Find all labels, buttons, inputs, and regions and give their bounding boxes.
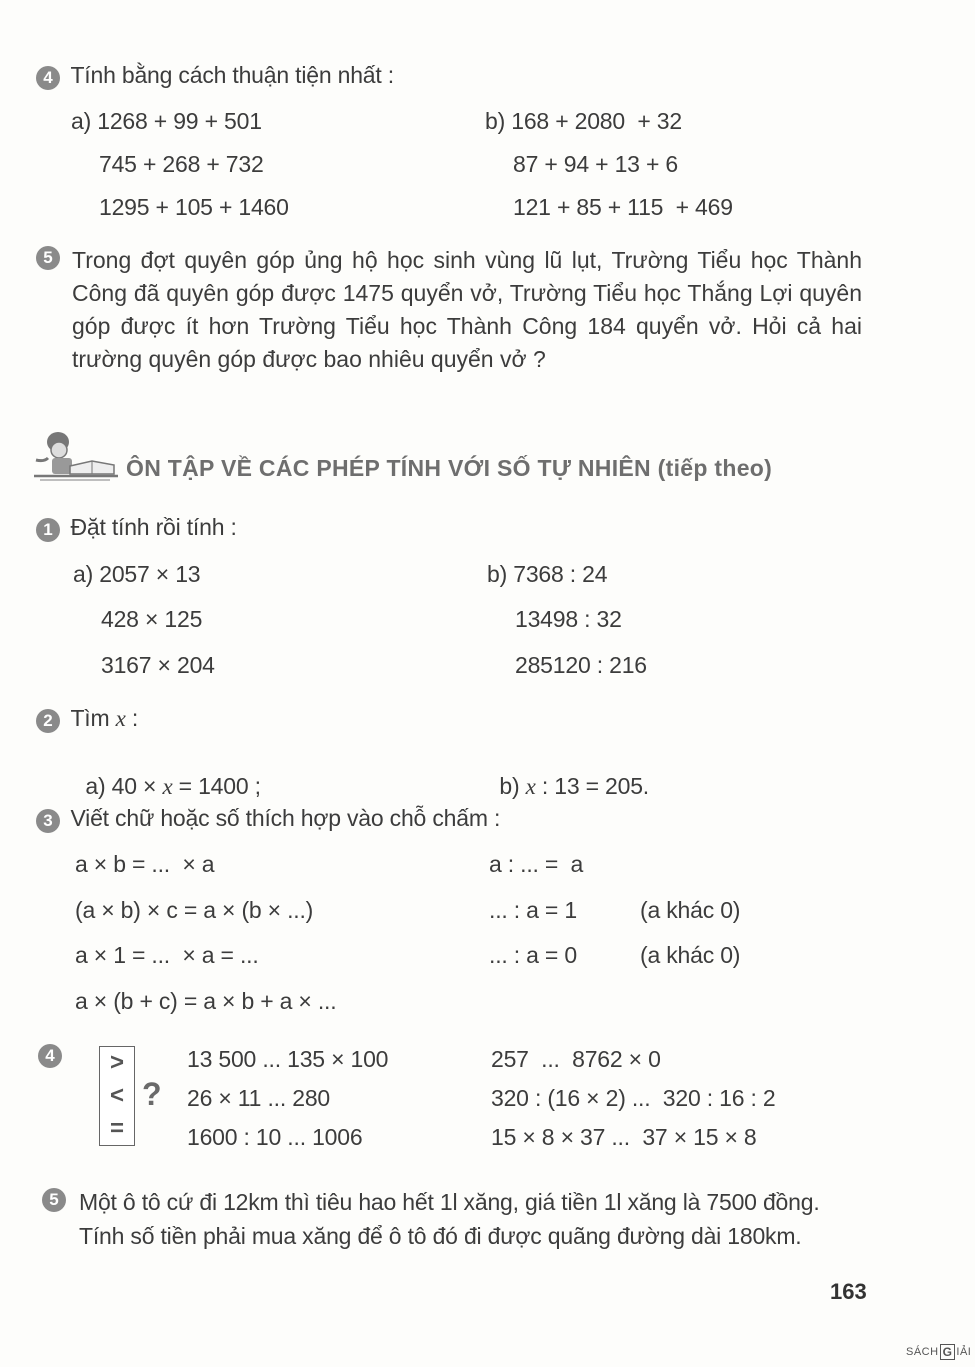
p2-ex1 [36,514,237,542]
p2-ex2-b [487,746,649,800]
p2-ex3-left1: a × b = ... × a [75,851,215,877]
watermark-left: SÁCH [906,1346,939,1358]
p2-ex3-title: Viết chữ hoặc số thích hợp vào chỗ chấm : [70,805,501,831]
p2-ex3-left3: a × 1 = ... × a = ... [75,942,259,968]
page-number: 163 [830,1279,867,1304]
p2-ex1-a1: a) 2057 × 13 [73,561,201,587]
p2-ex1-b2: 13498 : 32 [515,606,622,632]
p1-ex5-number: 5 [36,246,60,270]
equals-symbol: = [109,1114,124,1142]
p2-ex3-note2: (a khác 0) [640,942,741,968]
p2-ex4-right2: 320 : (16 × 2) ... 320 : 16 : 2 [491,1085,776,1111]
p1-ex4-number: 4 [36,66,60,90]
section-icon [30,428,120,491]
section-title: ÔN TẬP VỀ CÁC PHÉP TÍNH VỚI SỐ TỰ NHIÊN [126,455,651,481]
p1-ex4-b3: 121 + 85 + 115 + 469 [513,194,733,220]
p2-ex3-note1: (a khác 0) [640,897,741,923]
greater-than-symbol: > [109,1049,124,1077]
p2-ex1-b3: 285120 : 216 [515,652,647,678]
p2-ex4-number: 4 [38,1044,62,1068]
section-subtitle: (tiếp theo) [657,455,773,481]
p1-ex4-b1: b) 168 + 2080 + 32 [485,108,682,134]
p2-ex4-left3: 1600 : 10 ... 1006 [187,1124,363,1150]
p2-ex5-number: 5 [42,1188,66,1212]
p2-ex2-title [70,705,138,731]
p1-ex4-a2: 745 + 268 + 732 [99,151,264,177]
p1-ex4-a3: 1295 + 105 + 1460 [99,194,289,220]
section-heading [126,455,772,482]
p2-ex3-number: 3 [36,809,60,833]
p1-ex4-a1: a) 1268 + 99 + 501 [71,108,262,134]
watermark-mid: G [940,1344,956,1360]
p2-ex2-a-suffix: = 1400 ; [172,773,261,799]
p2-ex2-title-prefix: Tìm [70,705,116,731]
p2-ex5-line1: Một ô tô cứ đi 12km thì tiêu hao hết 1l xăng, giá tiền 1l xăng là 7500 đồng. [79,1189,820,1215]
p2-ex3-left2: (a × b) × c = a × (b × ...) [75,897,314,923]
p2-ex1-a3: 3167 × 204 [101,652,215,678]
p2-ex1-b1: b) 7368 : 24 [487,561,608,587]
p2-ex5-line2: Tính số tiền phải mua xăng để ô tô đó đi được quãng đường dài 180km. [79,1223,802,1249]
p1-ex4 [36,62,394,90]
p2-ex1-a2: 428 × 125 [101,606,203,632]
comparison-symbols-box [99,1046,135,1146]
p2-ex3-right3: ... : a = 0 [489,942,577,968]
question-mark: ? [142,1076,162,1112]
p2-ex2-a-prefix: a) 40 × [85,773,163,799]
p2-ex3-right1: a : ... = a [489,851,584,877]
p2-ex2-b-var: x [525,774,536,799]
p2-ex2-b-prefix: b) [499,773,526,799]
p2-ex3-left4: a × (b + c) = a × b + a × ... [75,988,337,1014]
p2-ex3-right2: ... : a = 1 [489,897,577,923]
p2-ex2 [36,705,138,733]
p2-ex2-title-var: x [115,706,126,731]
watermark-logo [906,1344,971,1360]
watermark-right: IẢI [956,1346,972,1358]
p2-ex1-title: Đặt tính rồi tính : [70,514,237,540]
p2-ex2-number: 2 [36,709,60,733]
p2-ex1-number: 1 [36,518,60,542]
p2-ex4-left1: 13 500 ... 135 × 100 [187,1046,389,1072]
p1-ex4-b2: 87 + 94 + 13 + 6 [513,151,678,177]
p1-ex5-number-wrap [36,246,60,270]
p2-ex4-right1: 257 ... 8762 × 0 [491,1046,661,1072]
p2-ex4-number-wrap [38,1044,62,1068]
less-than-symbol: < [109,1081,124,1109]
p1-ex5-text: Trong đợt quyên góp ủng hộ học sinh vùng lũ lụt, Trường Tiểu học Thành Công đã quyên góp được 1475 quyển vở, Trường Tiểu học Thắng Lợi quyên góp được ít hơn Trường Tiểu học Thành Công 184 quyển vở. Hỏi cả hai trường quyên góp được bao nhiêu quyển vở ? [72,247,862,372]
girl-reading-icon [30,428,120,486]
p2-ex4-right3: 15 × 8 × 37 ... 37 × 15 × 8 [491,1124,757,1150]
p2-ex2-a-var: x [162,774,173,799]
p2-ex2-b-suffix: : 13 = 205. [535,773,649,799]
p2-ex3 [36,805,500,833]
p1-ex4-title: Tính bằng cách thuận tiện nhất : [70,62,394,88]
p2-ex2-title-suffix: : [125,705,139,731]
p2-ex2-a [73,746,261,800]
p2-ex5-number-wrap [42,1188,66,1212]
p2-ex4-left2: 26 × 11 ... 280 [187,1085,330,1111]
